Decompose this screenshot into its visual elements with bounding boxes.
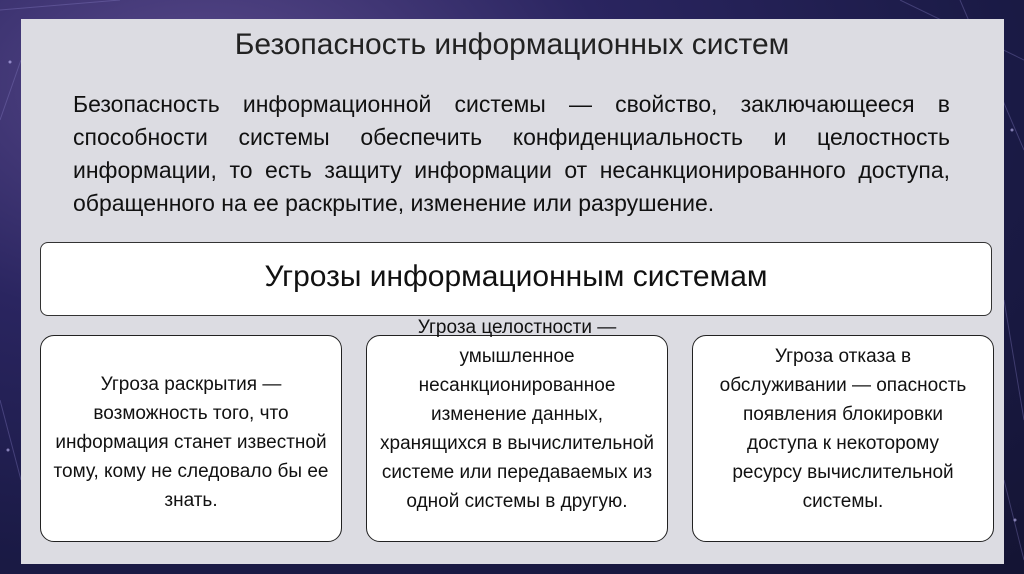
threat-card-integrity-text: Угроза целостности — умышленное несанкционированное изменение данных, хранящихся в вычислительной системе или передаваемых из одной системы в другую.: [380, 317, 654, 512]
intro-paragraph: Безопасность информационной системы — свойство, заключающееся в способности системы обеспечить конфиденциальность и целостность информации, то есть защиту информации от несанкционированного доступа, обращенного на ее раскрытие, изменение или разрушение.: [73, 91, 950, 216]
threat-card-disclosure-text: Угроза раскрытия — возможность того, что информация станет известной тому, кому не следовало бы ее знать.: [53, 374, 329, 511]
threat-card-denial-of-service-text: Угроза отказа в обслуживании — опасность появления блокировки доступа к некоторому ресурсу вычислительной системы.: [719, 346, 967, 512]
threats-heading-box: [40, 242, 992, 316]
page-title: Безопасность информационных систем: [234, 28, 790, 61]
threats-heading: Угрозы информационным системам: [264, 260, 768, 293]
